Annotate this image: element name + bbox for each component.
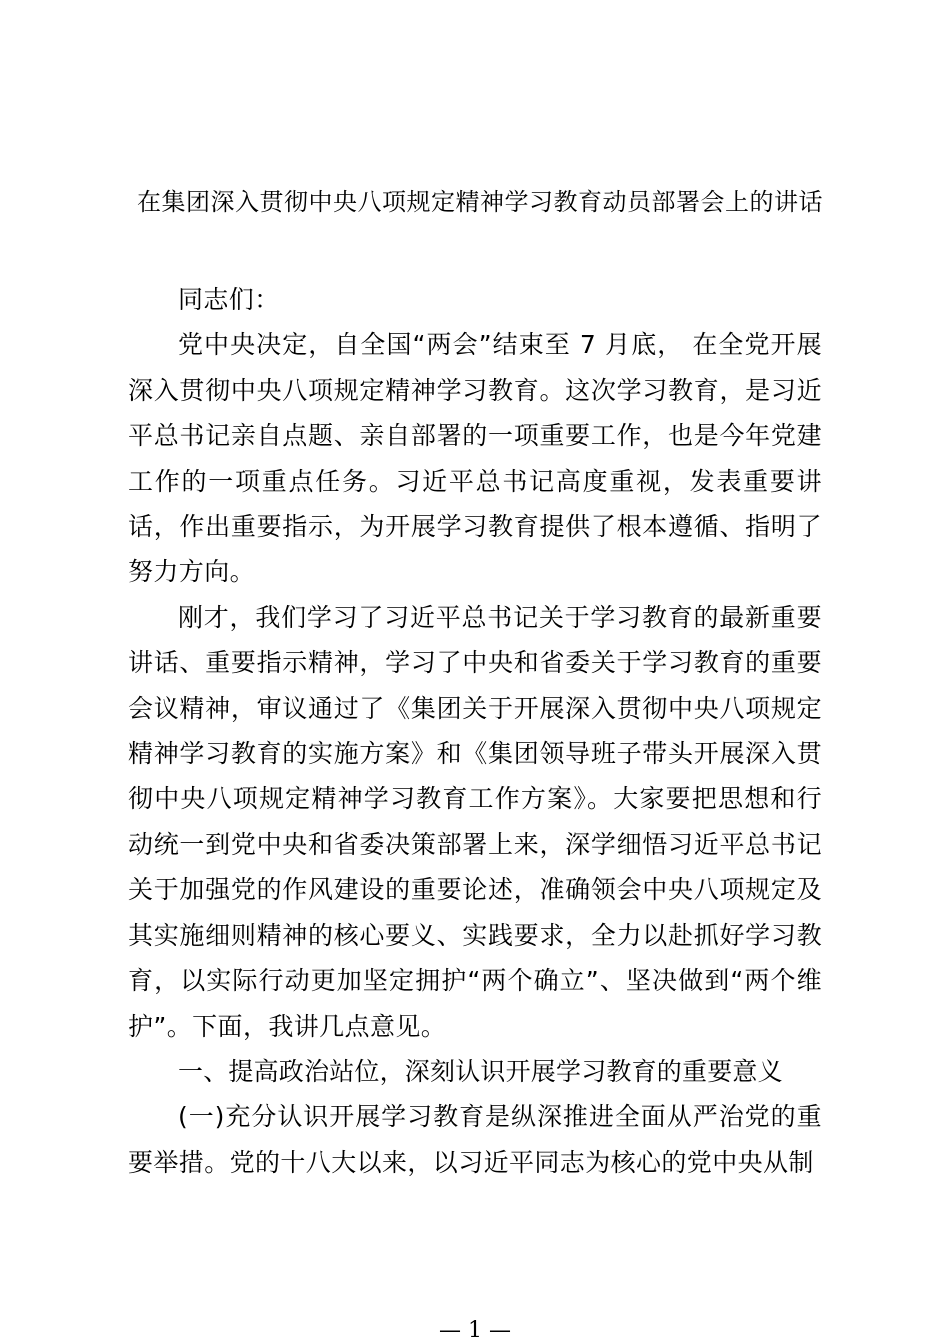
section-heading: 一、提高政治站位，深刻认识开展学习教育的重要意义 — [178, 1056, 783, 1086]
salutation: 同志们： — [178, 285, 280, 314]
document-title: 在集团深入贯彻中央八项规定精神学习教育动员部署会上的讲话 — [137, 188, 823, 216]
page-number: — 1 — — [439, 1318, 511, 1343]
subsection-paragraph: (一)充分认识开展学习教育是纵深推进全面从严治党的重要举措。党的十八大以来，以习近平同志为核心的党中央从制 — [128, 1102, 822, 1177]
body-paragraph-1: 党中央决定，自全国“两会”结束至 7 月底， 在全党开展深入贯彻中央八项规定精神学习教育。这次学习教育，是习近平总书记亲自点题、亲自部署的一项重要工作，也是今年党建工作的一项重点任务。习近平总书记高度重视，发表重要讲话，作出重要指示，为开展学习教育提供了根本遵循、指明了努力方向。 — [128, 330, 822, 587]
document-body — [128, 277, 822, 1185]
body-paragraph-2: 刚才，我们学习了习近平总书记关于学习教育的最新重要讲话、重要指示精神，学习了中央和省委关于学习教育的重要会议精神，审议通过了《集团关于开展深入贯彻中央八项规定精神学习教育的实施方案》和《集团领导班子带头开展深入贯彻中央八项规定精神学习教育工作方案》。大家要把思想和行动统一到党中央和省委决策部署上来，深学细悟习近平总书记关于加强党的作风建设的重要论述，准确领会中央八项规定及其实施细则精神的核心要义、实践要求，全力以赴抓好学习教育，以实际行动更加坚定拥护“两个确立”、坚决做到“两个维护”。下面，我讲几点意见。 — [128, 602, 822, 1041]
